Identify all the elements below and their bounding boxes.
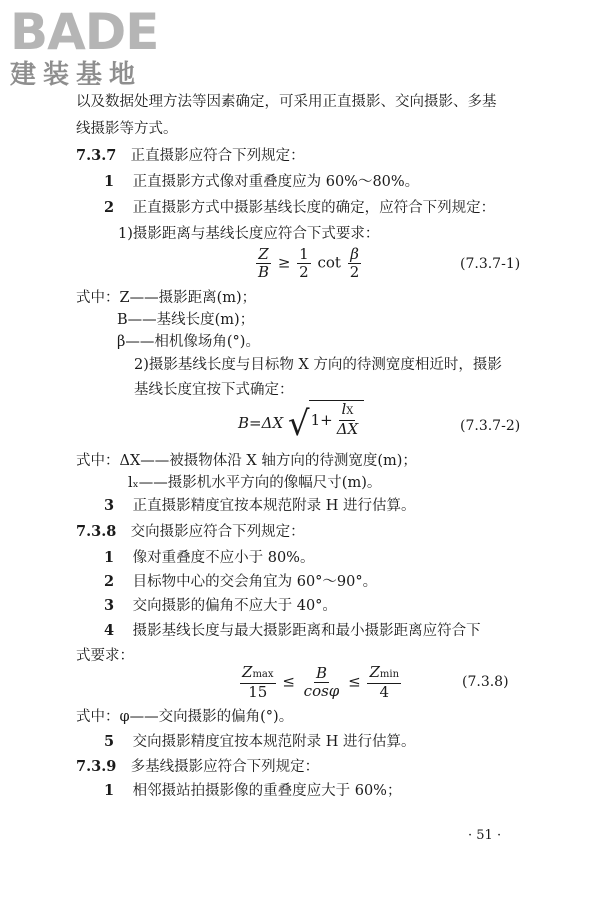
list-item [104,572,377,592]
fraction: $\frac{\beta}{2}$ [349,245,360,281]
item-number: 3 [104,497,115,514]
equation-7-3-8: $\frac{Zmax}{15}$ ≤ $\frac{B}{\cos\varphi}$ ≤ $\frac{Zmin}{4}$ [242,663,400,701]
sub-item: 基线长度宜按下式确定： [134,382,294,398]
section-text: 多基线摄影应符合下列规定： [130,759,320,775]
logo-wordmark: BADE [10,3,159,61]
equation-7-3-7-1: $\frac{Z}{B}$ ≥ $\frac{1}{2}$ cot $\frac{\beta}{2}$ [258,245,360,281]
where-line: β——相机像场角(°)。 [117,334,260,350]
sub-item: 1)摄影距离与基线长度应符合下式要求： [118,226,380,242]
body-line: 式要求： [76,648,134,664]
item-text: 交向摄影的偏角不应大于 40°。 [132,598,337,614]
item-text: 正直摄影方式中摄影基线长度的确定，应符合下列规定： [132,200,496,216]
list-item [104,198,495,218]
item-text: 正直摄影方式像对重叠度应为 60%～80%。 [132,174,420,190]
equation-label: (7.3.7-1) [460,256,521,272]
section-number: 7.3.7 [76,147,117,164]
fraction: $\frac{Z}{B}$ [258,245,270,281]
item-text: 相邻摄站拍摄影像的重叠度应大于 60%； [132,783,402,799]
item-text: 正直摄影精度宜按本规范附录 H 进行估算。 [132,498,416,514]
item-number: 2 [104,199,115,216]
list-item [104,732,415,752]
logo-subtitle: 建装基地 [10,60,143,90]
equation-label: (7.3.7-2) [460,418,521,434]
list-item [104,596,337,616]
list-item [104,781,401,801]
section-7-3-7 [76,146,305,166]
item-number: 3 [104,597,115,614]
where-line: 式中：ΔX——被摄物体沿 X 轴方向的待测宽度(m)； [76,453,417,469]
item-number: 1 [104,549,115,566]
section-number: 7.3.9 [76,758,117,775]
page-number: · 51 · [468,828,502,843]
section-text: 交向摄影应符合下列规定： [130,524,305,540]
item-number: 5 [104,733,115,750]
where-line: lₓ——摄影机水平方向的像幅尺寸(m)。 [128,475,382,491]
item-number: 1 [104,173,115,190]
item-number: 1 [104,782,115,799]
fraction: $\frac{Zmin}{4}$ [369,663,400,701]
list-item [104,548,314,568]
equation-7-3-7-2: B=ΔX √ 1+ $\frac{lX}{\Delta X}$ [238,407,364,441]
item-number: 4 [104,622,115,639]
item-text: 交向摄影精度宜按本规范附录 H 进行估算。 [132,734,416,750]
item-text: 目标物中心的交会角宜为 60°～90°。 [132,574,378,590]
item-text: 摄影基线长度与最大摄影距离和最小摄影距离应符合下 [132,623,481,639]
where-line: B——基线长度(m)； [117,312,255,328]
body-line: 线摄影等方式。 [76,121,178,137]
fraction: $\frac{Zmax}{15}$ [242,663,274,701]
section-7-3-9 [76,757,319,777]
fraction: $\frac{1}{2}$ [299,245,309,281]
section-number: 7.3.8 [76,523,117,540]
list-item [104,621,481,641]
where-line: 式中：φ——交向摄影的偏角(°)。 [76,709,294,725]
equation-label: (7.3.8) [462,674,509,690]
list-item [104,496,415,516]
brand-logo [8,4,188,94]
fraction: $\frac{lX}{\Delta X}$ [336,400,359,438]
item-text: 像对重叠度不应小于 80%。 [132,550,315,566]
item-number: 2 [104,573,115,590]
section-7-3-8 [76,522,305,542]
section-text: 正直摄影应符合下列规定： [130,148,305,164]
body-line: 以及数据处理方法等因素确定，可采用正直摄影、交向摄影、多基 [76,94,497,110]
where-line: 式中：Z——摄影距离(m)； [76,290,257,306]
sub-item: 2)摄影基线长度与目标物 X 方向的待测宽度相近时，摄影 [134,357,502,373]
square-root: √ 1+ $\frac{lX}{\Delta X}$ [288,407,364,441]
list-item [104,172,419,192]
fraction: $\frac{B}{\cos\varphi}$ [303,664,340,700]
